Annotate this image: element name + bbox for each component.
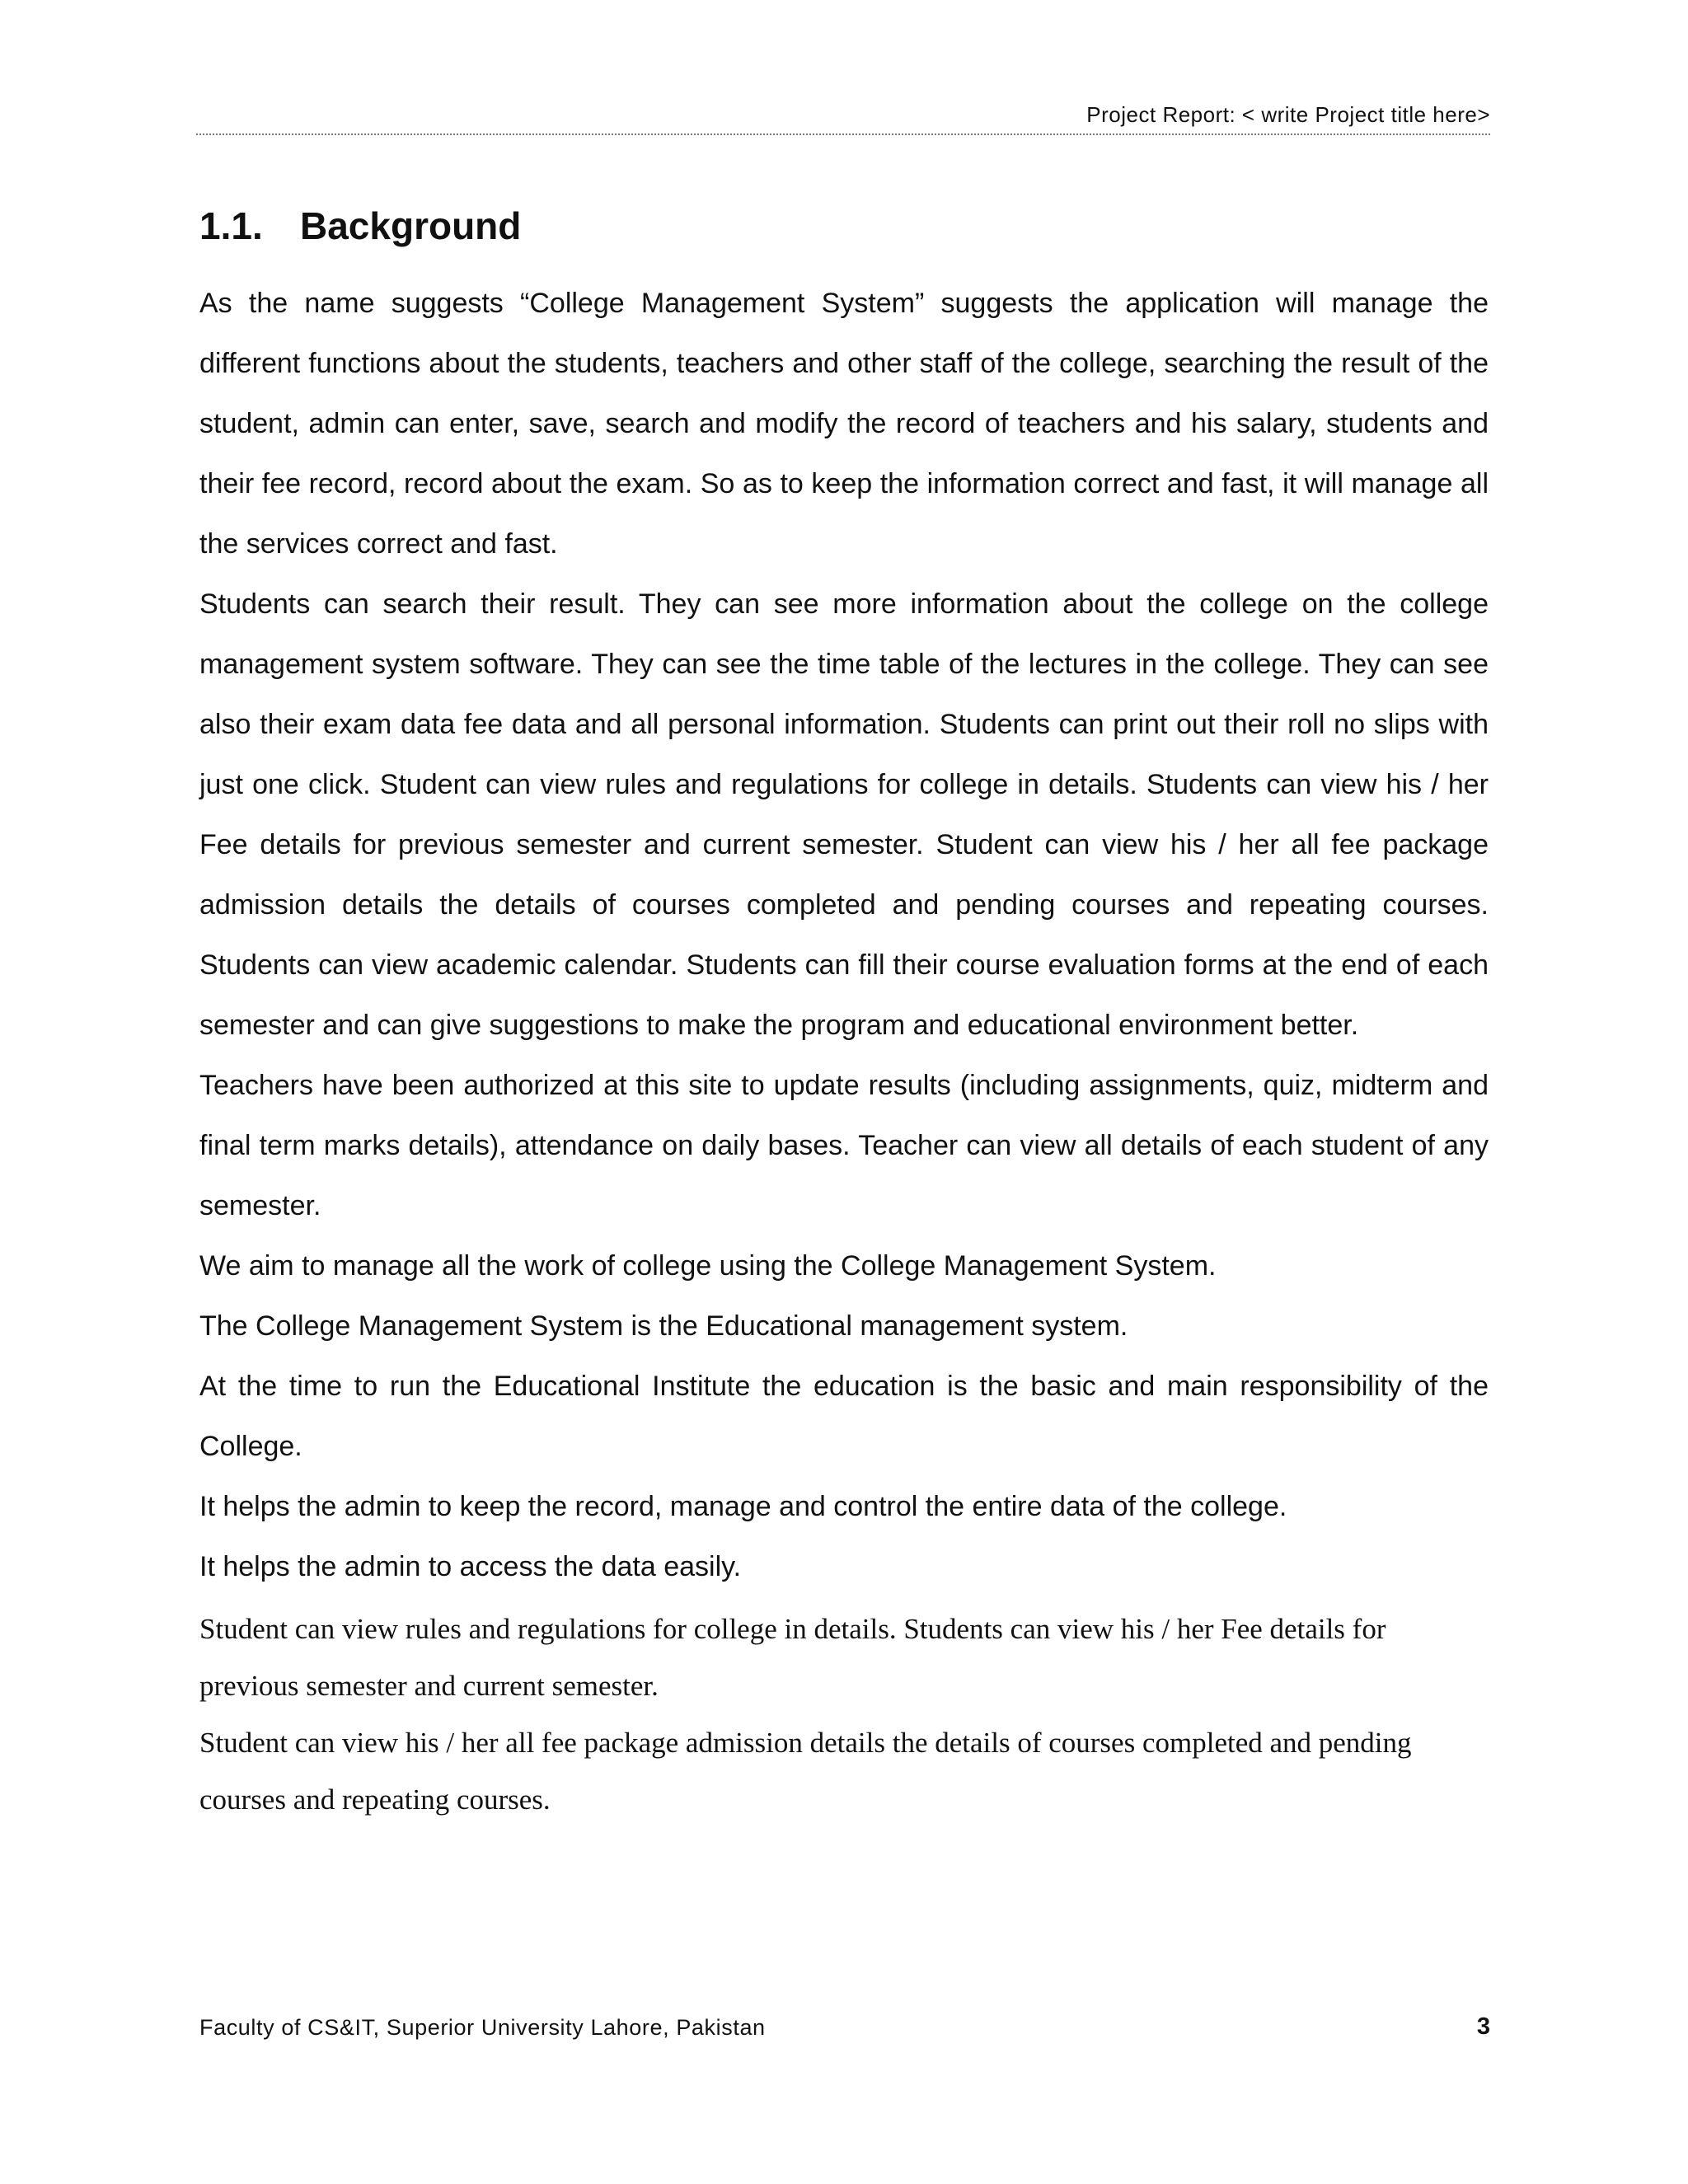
paragraph-responsibility: At the time to run the Educational Institute the education is the basic and main responsibility of the College. <box>199 1371 1489 1462</box>
paragraph-fees-serif: Student can view his / her all fee package admission details the details of courses completed and pending courses and repeating courses. <box>199 1727 1412 1816</box>
paragraph-aim: We aim to manage all the work of college using the College Management System. <box>199 1250 1217 1282</box>
section-number: 1.1. <box>199 204 263 247</box>
section-title: Background <box>300 204 522 247</box>
header-divider <box>196 134 1490 135</box>
page-body <box>199 196 1489 1828</box>
page-number: 3 <box>1476 2013 1490 2040</box>
running-header: Project Report: < write Project title here> <box>1086 102 1490 127</box>
section-heading <box>199 196 1489 255</box>
paragraph-teachers: Teachers have been authorized at this site to update results (including assignments, quiz, midterm and final term marks details), attendance on daily bases. Teacher can view all details of each student of any semester. <box>199 1070 1489 1221</box>
paragraph-system: The College Management System is the Educational management system. <box>199 1310 1128 1342</box>
footer-institution: Faculty of CS&IT, Superior University Lahore, Pakistan <box>199 2015 766 2040</box>
paragraph-admin-access: It helps the admin to access the data easily. <box>199 1551 742 1582</box>
paragraph-intro: As the name suggests “College Management System” suggests the application will manage the different functions about the students, teachers and other staff of the college, searching the result of the student, admin can enter, save, search and modify the record of teachers and his salary, students and their fee record, record about the exam. So as to keep the information correct and fast, it will manage all the services correct and fast. <box>199 288 1489 560</box>
paragraph-admin-record: It helps the admin to keep the record, manage and control the entire data of the college. <box>199 1491 1287 1522</box>
paragraph-rules-serif: Student can view rules and regulations for college in details. Students can view his / her Fee details for previous semester and current semester. <box>199 1613 1386 1702</box>
paragraph-students: Students can search their result. They can see more information about the college on the college management system software. They can see the time table of the lectures in the college. They can see also their exam data fee data and all personal information. Students can print out their roll no slips with just one click. Student can view rules and regulations for college in details. Students can view his / her Fee details for previous semester and current semester. Student can view his / her all fee package admission details the details of courses completed and pending courses and repeating courses. Students can view academic calendar. Students can fill their course evaluation forms at the end of each semester and can give suggestions to make the program and educational environment better. <box>199 588 1489 1041</box>
